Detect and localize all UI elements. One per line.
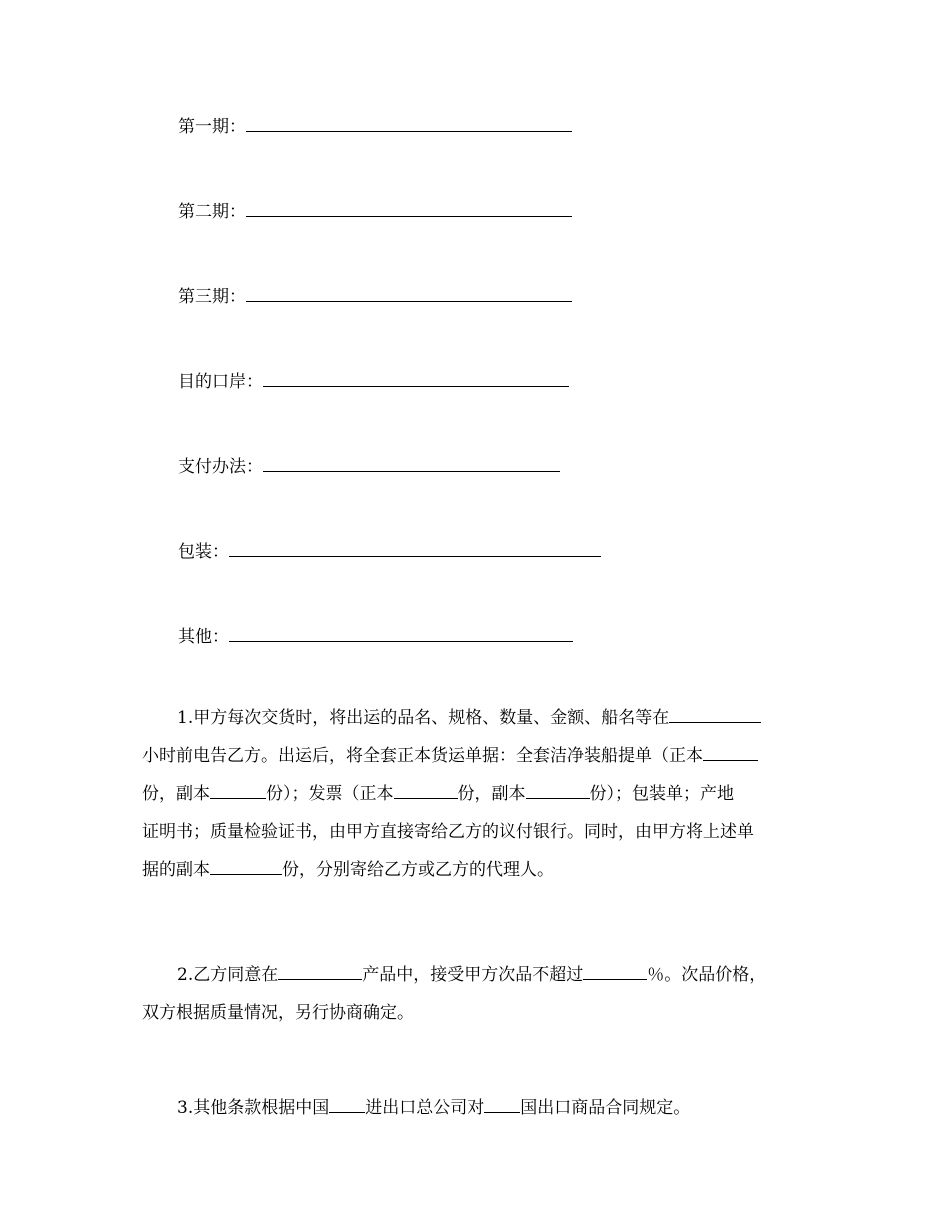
clause-2-line-2 [142,994,822,1032]
text: 双方根据质量情况，另行协商确定。 [142,1003,414,1023]
blank-line [703,745,758,761]
field-other [178,624,573,648]
blank-line [229,539,601,557]
blank-line [263,369,569,387]
blank-line [246,199,572,217]
clause-1-line-1 [142,699,822,737]
blank-line [263,454,560,472]
text: 份，副本 [142,784,210,804]
text: 份，副本 [457,784,526,804]
blank-line [394,783,458,799]
blank-line [278,964,362,980]
text: 产品中，接受甲方次品不超过 [362,965,584,985]
blank-line [210,859,282,875]
text: 证明书；质量检验证书，由甲方直接寄给乙方的议付银行。同时，由甲方将上述单 [142,822,754,842]
clause-1 [142,699,822,889]
blank-line [329,1097,365,1113]
clause-3 [142,1089,822,1127]
blank-line [246,284,572,302]
text: 国出口商品合同规定。 [520,1098,691,1118]
text: ％。次品价格， [647,965,767,985]
field-phase-1 [178,114,572,138]
text: 据的副本 [142,860,210,880]
clause-1-line-2 [142,737,822,775]
field-label: 支付办法： [178,457,263,477]
blank-line [669,707,761,723]
text: 3.其他条款根据中国 [177,1098,330,1118]
clause-1-line-5 [142,851,822,889]
blank-line [246,114,572,132]
field-label: 第一期： [178,117,246,137]
blank-line [229,624,573,642]
field-packaging [178,539,601,563]
blank-line [526,783,590,799]
clause-1-line-3 [142,775,822,813]
clause-3-line-1 [142,1089,822,1127]
field-label: 目的口岸： [178,372,263,392]
field-label: 包装： [178,542,229,562]
field-label: 第三期： [178,287,246,307]
blank-line [583,964,647,980]
clause-2-line-1 [142,956,822,994]
clause-1-line-4 [142,813,822,851]
text: 2.乙方同意在 [177,965,279,985]
text: 份，分别寄给乙方或乙方的代理人。 [282,860,554,880]
text: 份）；包装单；产地 [589,784,734,804]
text: 进出口总公司对 [365,1098,485,1118]
text: 1.甲方每次交货时，将出运的品名、规格、数量、金额、船名等在 [177,708,670,728]
field-label: 第二期： [178,202,246,222]
field-phase-2 [178,199,572,223]
field-payment-method [178,454,560,478]
blank-line [484,1097,520,1113]
field-destination-port [178,369,569,393]
text: 小时前电告乙方。出运后，将全套正本货运单据：全套洁净装船提单（正本 [142,746,703,766]
blank-line [210,783,266,799]
clause-2 [142,956,822,1032]
field-phase-3 [178,284,572,308]
field-label: 其他： [178,627,229,647]
text: 份）；发票（正本 [266,784,394,804]
